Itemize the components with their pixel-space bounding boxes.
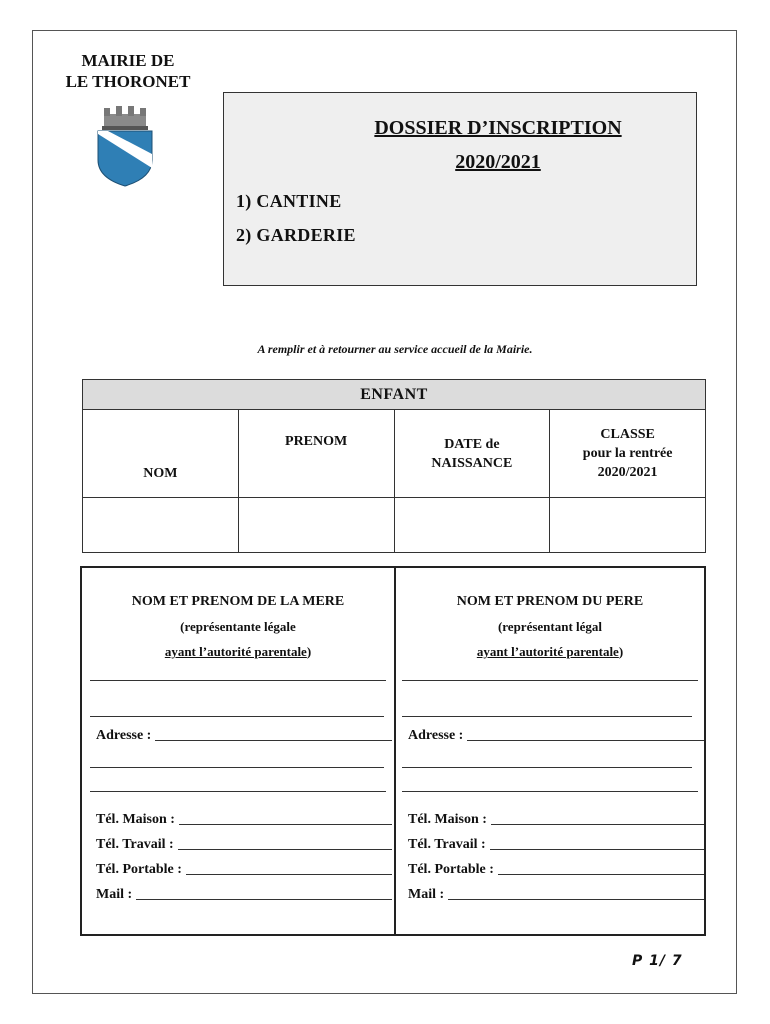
pere-tel-travail-label: Tél. Travail : (408, 837, 490, 852)
service-item-cantine: 1) CANTINE (236, 191, 342, 211)
pere-tel-portable-label: Tél. Portable : (408, 862, 498, 877)
pere-authority: ayant l’autorité parentale) (476, 644, 624, 659)
pere-tel-portable-row[interactable] (408, 862, 704, 878)
col-classe: CLASSE pour la rentrée 2020/2021 (550, 410, 706, 498)
service-item-garderie: 2) GARDERIE (236, 225, 356, 245)
mere-tel-maison-label: Tél. Maison : (96, 812, 179, 827)
pere-mail-label: Mail : (408, 887, 448, 902)
mere-heading: NOM ET PRENOM DE LA MERE (131, 594, 345, 609)
input-classe[interactable] (550, 498, 706, 553)
mere-authority: ayant l’autorité parentale) (164, 644, 312, 659)
enfant-table (82, 379, 706, 553)
mere-adresse-line-3[interactable] (90, 791, 386, 792)
parents-section (80, 566, 706, 936)
pere-adresse-label: Adresse : (408, 728, 467, 743)
pere-heading: NOM ET PRENOM DU PERE (456, 594, 644, 609)
pere-tel-maison-row[interactable] (408, 812, 704, 828)
town-coat-of-arms-icon (94, 104, 156, 188)
pere-name-line-1[interactable] (402, 680, 698, 681)
pere-adresse-line-3[interactable] (402, 791, 698, 792)
mere-tel-portable-label: Tél. Portable : (96, 862, 186, 877)
col-nom: NOM (83, 410, 239, 498)
mere-adresse-label: Adresse : (96, 728, 155, 743)
mairie-line-2: LE THORONET (65, 72, 191, 91)
mere-tel-travail-label: Tél. Travail : (96, 837, 178, 852)
column-divider (394, 568, 396, 934)
title-box (223, 92, 697, 286)
mere-name-line-1[interactable] (90, 680, 386, 681)
mere-adresse-row[interactable] (96, 728, 392, 744)
enfant-header: ENFANT (83, 380, 706, 410)
pere-name-line-2[interactable] (402, 716, 692, 717)
dossier-title: DOSSIER D’INSCRIPTION (374, 117, 622, 139)
col-date-naissance: DATE de NAISSANCE (394, 410, 550, 498)
mere-tel-maison-row[interactable] (96, 812, 392, 828)
pere-column (400, 568, 700, 934)
instruction-text: A remplir et à retourner au service accueil de la Mairie. (257, 342, 533, 356)
mere-tel-portable-row[interactable] (96, 862, 392, 878)
pere-mail-row[interactable] (408, 887, 704, 903)
pere-tel-travail-row[interactable] (408, 837, 704, 853)
input-prenom[interactable] (238, 498, 394, 553)
dossier-year: 2020/2021 (455, 151, 541, 173)
mere-name-line-2[interactable] (90, 716, 384, 717)
mere-mail-label: Mail : (96, 887, 136, 902)
pere-subheading: (représentant légal (497, 619, 603, 634)
pere-adresse-line-2[interactable] (402, 767, 692, 768)
mairie-line-1: MAIRIE DE (81, 51, 175, 70)
mere-tel-travail-row[interactable] (96, 837, 392, 853)
mere-adresse-line-2[interactable] (90, 767, 384, 768)
mere-mail-row[interactable] (96, 887, 392, 903)
col-prenom: PRENOM (238, 410, 394, 498)
pere-adresse-row[interactable] (408, 728, 704, 744)
input-nom[interactable] (83, 498, 239, 553)
page-number: P 1/ 7 (632, 953, 683, 969)
mere-column (88, 568, 388, 934)
input-date-naissance[interactable] (394, 498, 550, 553)
mere-subheading: (représentante légale (180, 619, 296, 634)
pere-tel-maison-label: Tél. Maison : (408, 812, 491, 827)
mairie-title (48, 50, 208, 92)
